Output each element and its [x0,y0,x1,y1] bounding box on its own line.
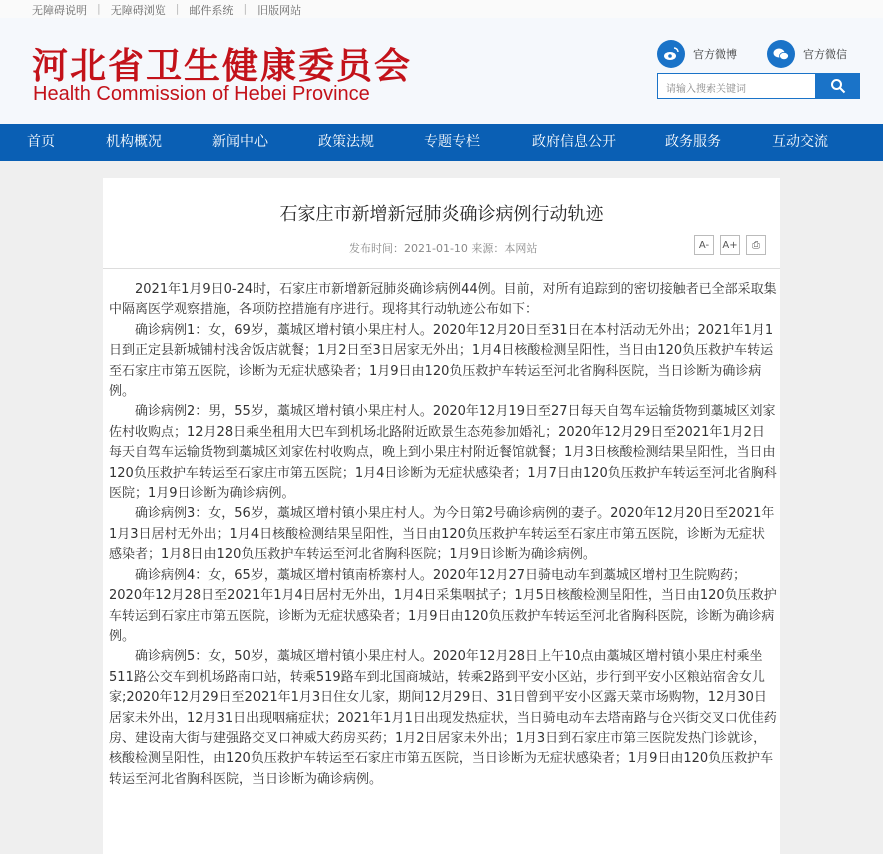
font-decrease-button[interactable]: A- [694,235,714,255]
top-utility-bar [0,0,883,18]
article-paragraph: 确诊病例4：女，65岁，藁城区增村镇南桥寨村人。2020年12月27日骑电动车到藁城区增村卫生院购药；2020年12月28日至2021年1月4日居村无外出，1月4日采集咽拭子；1月5日核酸检测呈阳性，当日由120负压救护车转运到石家庄市第五医院，诊断为无症状感染者；1月9日由120负压救护车转运至河北省胸科医院，诊断为确诊病例。 [109,567,777,644]
nav-gov-info[interactable]: 政府信息公开 [532,134,616,150]
weibo-icon [657,40,685,68]
main-nav [0,124,883,161]
article-paragraph: 2021年1月9日0-24时，石家庄市新增新冠肺炎确诊病例44例。目前，对所有追踪到的密切接触者已全部采取集中隔离医学观察措施，各项防控措施有序进行。现将其行动轨迹公布如下： [109,282,777,318]
weibo-link[interactable] [657,40,737,68]
article-paragraph: 确诊病例2：男，55岁，藁城区增村镇小果庄村人。2020年12月19日至27日每天自驾车运输货物到藁城区刘家佐村收购点；12月28日乘坐租用大巴车到机场北路附近欧景生态苑参加婚礼；2020年12月29日至2021年1月2日每天自驾车运输货物到藁城区刘家佐村收购点，晚上到小果庄村附近餐馆就餐；1月3日核酸检测结果呈阳性，当日由120负压救护车转运至石家庄市第五医院；1月4日诊断为无症状感染者；1月7日由120负压救护车转运至河北省胸科医院；1月9日诊断为确诊病例。 [109,404,777,502]
article-paragraph: 确诊病例5：女，50岁，藁城区增村镇小果庄村人。2020年12月28日上午10点由藁城区增村镇小果庄村乘坐511路公交车到机场路南口站，转乘519路车到北国商城站，转乘2路到平安小区站，步行到平安小区粮站宿舍女儿家;2020年12月29日至2021年1月3日住女儿家，期间12月29日、31日曾到平安小区露天菜市场购物，12月30日居家未外出，12月31日出现咽痛症状；2021年1月1日出现发热症状，当日骑电动车去塔南路与仓兴街交叉口优佳药房、建设南大街与建强路交叉口神威大药房买药；1月2日居家未外出；1月3日到石家庄市第三医院发热门诊就诊，核酸检测呈阳性，由120负压救护车转运至石家庄市第五医院，当日诊断为无症状感染者；1月9日由120负压救护车转运至河北省胸科医院，当日诊断为确诊病例。 [109,649,777,787]
print-button[interactable]: ⎙ [746,235,766,255]
weixin-label: 官方微信 [803,48,847,61]
separator: | [243,2,248,15]
separator: | [97,2,101,15]
old-site-link[interactable]: 旧版网站 [257,4,302,17]
utility-links [32,2,301,18]
mail-system-link[interactable]: 邮件系统 [189,4,234,17]
search-button[interactable] [816,73,860,99]
search-icon [830,78,846,94]
weibo-label: 官方微博 [693,48,737,61]
article-paragraph: 确诊病例3：女，56岁，藁城区增村镇小果庄村人。为今日第2号确诊病例的妻子。2020年12月20日至2021年1月3日居村无外出；1月4日核酸检测结果呈阳性，当日由120负压救护车转运至石家庄市第五医院，诊断为无症状感染者；1月8日由120负压救护车转运至河北省胸科医院；1月9日诊断为确诊病例。 [109,506,775,563]
article-title: 石家庄市新增新冠肺炎确诊病例行动轨迹 [279,204,604,225]
nav-services[interactable]: 政务服务 [665,134,721,150]
site-logo-chinese[interactable]: 河北省卫生健康委员会 [32,45,413,87]
article-paragraph: 确诊病例1：女，69岁，藁城区增村镇小果庄村人。2020年12月20日至31日在本村活动无外出；2021年1月1日到正定县新城铺村浅舍饭店就餐；1月2日至3日居家无外出；1月4日核酸检测呈阳性，当日由120负压救护车转运至石家庄市第五医院，诊断为无症状感染者；1月9日由120负压救护车转运至河北省胸科医院，当日诊断为确诊病例。 [109,322,774,400]
weixin-link[interactable] [767,40,847,68]
accessible-browse-link[interactable]: 无障碍浏览 [110,4,166,17]
nav-about[interactable]: 机构概况 [106,134,162,150]
search-input[interactable]: 请输入搜索关键词 [657,73,816,99]
font-increase-button[interactable]: A+ [720,235,740,255]
article-tools [694,235,766,255]
nav-home[interactable]: 首页 [27,134,55,150]
nav-policy[interactable]: 政策法规 [318,134,374,150]
nav-topics[interactable]: 专题专栏 [424,134,480,150]
article-meta: 发布时间：2021-01-10 来源：本网站 [349,242,538,255]
divider [103,268,780,269]
nav-news[interactable]: 新闻中心 [212,134,268,150]
accessibility-info-link[interactable]: 无障碍说明 [32,4,87,17]
article-body [109,280,777,790]
site-logo-english[interactable]: Health Commission of Hebei Province [33,83,370,105]
nav-interaction[interactable]: 互动交流 [772,134,828,150]
site-header [0,18,883,124]
site-search [657,73,860,99]
separator: | [175,2,180,15]
article-panel [103,178,780,854]
wechat-icon [767,40,795,68]
